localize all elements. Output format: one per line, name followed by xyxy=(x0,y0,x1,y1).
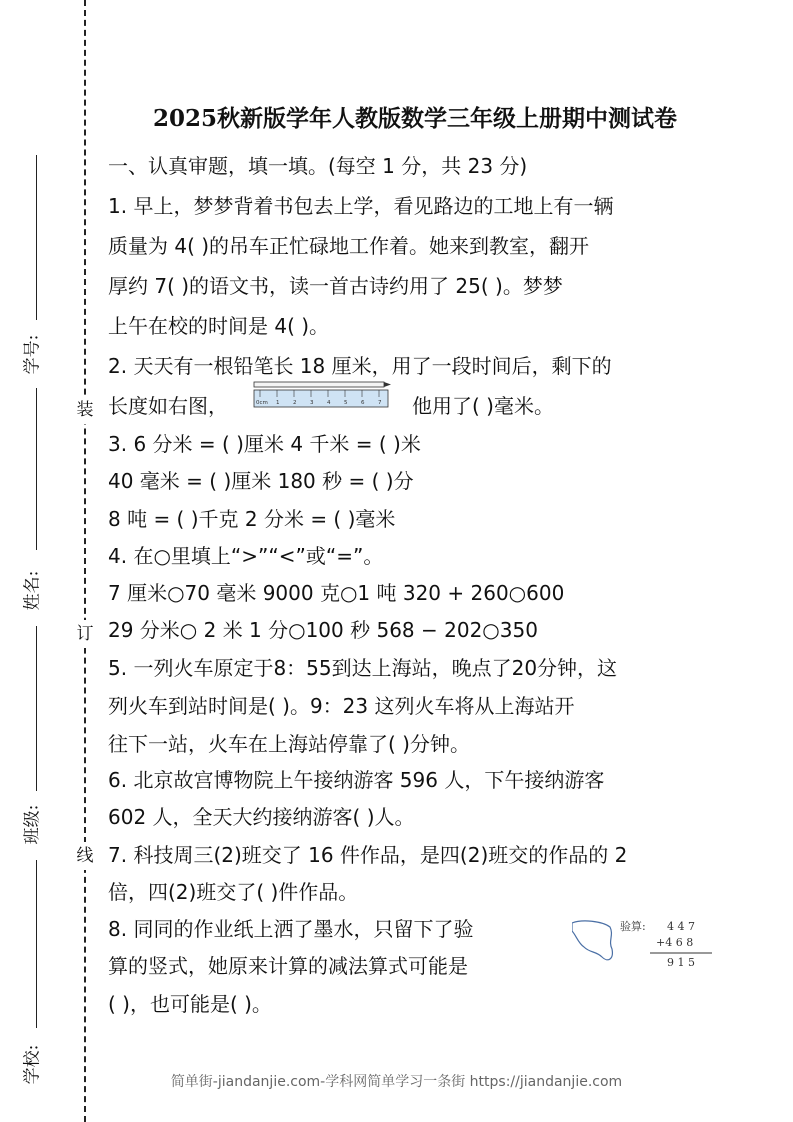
q4-line-3: 29 分米○ 2 米 1 分○100 秒 568 − 202○350 xyxy=(108,618,538,642)
calc-row-1: 4 4 7 xyxy=(667,920,695,933)
q8-line-3: ( )，也可能是( )。 xyxy=(108,992,272,1016)
ruler-tick-5: 5 xyxy=(344,400,348,406)
page-title: 2025秋新版学年人教版数学三年级上册期中测试卷 xyxy=(152,105,677,132)
student-id-line[interactable] xyxy=(36,155,37,320)
school-label: 学校: xyxy=(22,1044,43,1085)
q4-line-2: 7 厘米○70 毫米 9000 克○1 吨 320 + 260○600 xyxy=(108,581,565,605)
q1-line-3: 厚约 7( )的语文书，读一首古诗约用了 25( )。梦梦 xyxy=(108,274,563,298)
q3-line-1: 3. 6 分米 = ( )厘米 4 千米 = ( )米 xyxy=(108,432,421,456)
ruler-tick-7: 7 xyxy=(378,400,382,406)
ruler-tick-1: 1 xyxy=(276,400,280,406)
q2-line-2-tail: 他用了( )毫米。 xyxy=(412,394,554,418)
ink-stain-calculation-image xyxy=(572,913,722,973)
q3-line-2: 40 毫米 = ( )厘米 180 秒 = ( )分 xyxy=(108,469,414,493)
q5-line-2: 列火车到站时间是( )。9：23 这列火车将从上海站开 xyxy=(108,694,575,718)
q5-line-1: 5. 一列火车原定于8：55到达上海站，晚点了20分钟，这 xyxy=(108,656,618,680)
binding-char-xian: 线 xyxy=(74,842,96,870)
class-line[interactable] xyxy=(36,626,37,791)
ruler-tick-0: 0cm xyxy=(256,400,268,406)
q1-line-1: 1. 早上，梦梦背着书包去上学，看见路边的工地上有一辆 xyxy=(108,194,614,218)
ruler-tick-3: 3 xyxy=(310,400,314,406)
q1-line-4: 上午在校的时间是 4( )。 xyxy=(108,314,330,338)
name-line[interactable] xyxy=(36,388,37,550)
binding-dashed-line xyxy=(84,0,86,1122)
q8-line-1: 8. 同同的作业纸上洒了墨水，只留下了验 xyxy=(108,917,474,941)
ink-stain-shape xyxy=(572,921,612,960)
q2-line-1: 2. 天天有一根铅笔长 18 厘米，用了一段时间后，剩下的 xyxy=(108,354,612,378)
q7-line-1: 7. 科技周三(2)班交了 16 件作品，是四(2)班交的作品的 2 xyxy=(108,843,628,867)
binding-char-zhuang: 装 xyxy=(74,396,96,424)
q7-line-2: 倍，四(2)班交了( )件作品。 xyxy=(108,880,359,904)
name-label: 姓名: xyxy=(22,570,43,611)
ruler-tick-6: 6 xyxy=(361,400,365,406)
calc-row-3: 9 1 5 xyxy=(667,956,695,969)
ruler-tick-4: 4 xyxy=(327,400,331,406)
q6-line-1: 6. 北京故宫博物院上午接纳游客 596 人，下午接纳游客 xyxy=(108,768,605,792)
q6-line-2: 602 人，全天大约接纳游客( )人。 xyxy=(108,805,415,829)
q2-line-2: 长度如右图， xyxy=(108,394,228,418)
q5-line-3: 往下一站，火车在上海站停靠了( )分钟。 xyxy=(108,732,470,756)
school-line[interactable] xyxy=(36,860,37,1028)
binding-char-ding: 订 xyxy=(74,620,96,648)
q4-line-1: 4. 在○里填上“>”“<”或“=”。 xyxy=(108,544,384,568)
calc-row-2: +4 6 8 xyxy=(656,936,694,949)
q1-line-2: 质量为 4( )的吊车正忙碌地工作着。她来到教室，翻开 xyxy=(108,234,590,258)
ruler-pencil-image xyxy=(252,381,392,409)
q8-line-2: 算的竖式，她原来计算的减法算式可能是 xyxy=(108,954,468,978)
student-id-label: 学号: xyxy=(22,334,43,375)
q3-line-3: 8 吨 = ( )千克 2 分米 = ( )毫米 xyxy=(108,507,396,531)
footer-watermark: 简单街-jiandanjie.com-学科网简单学习一条街 https://jiandanjie.com xyxy=(170,1074,623,1090)
class-label: 班级: xyxy=(22,804,43,845)
ruler-tick-2: 2 xyxy=(293,400,297,406)
section-heading: 一、认真审题，填一填。(每空 1 分，共 23 分) xyxy=(108,154,528,178)
calc-label: 验算: xyxy=(620,920,646,933)
